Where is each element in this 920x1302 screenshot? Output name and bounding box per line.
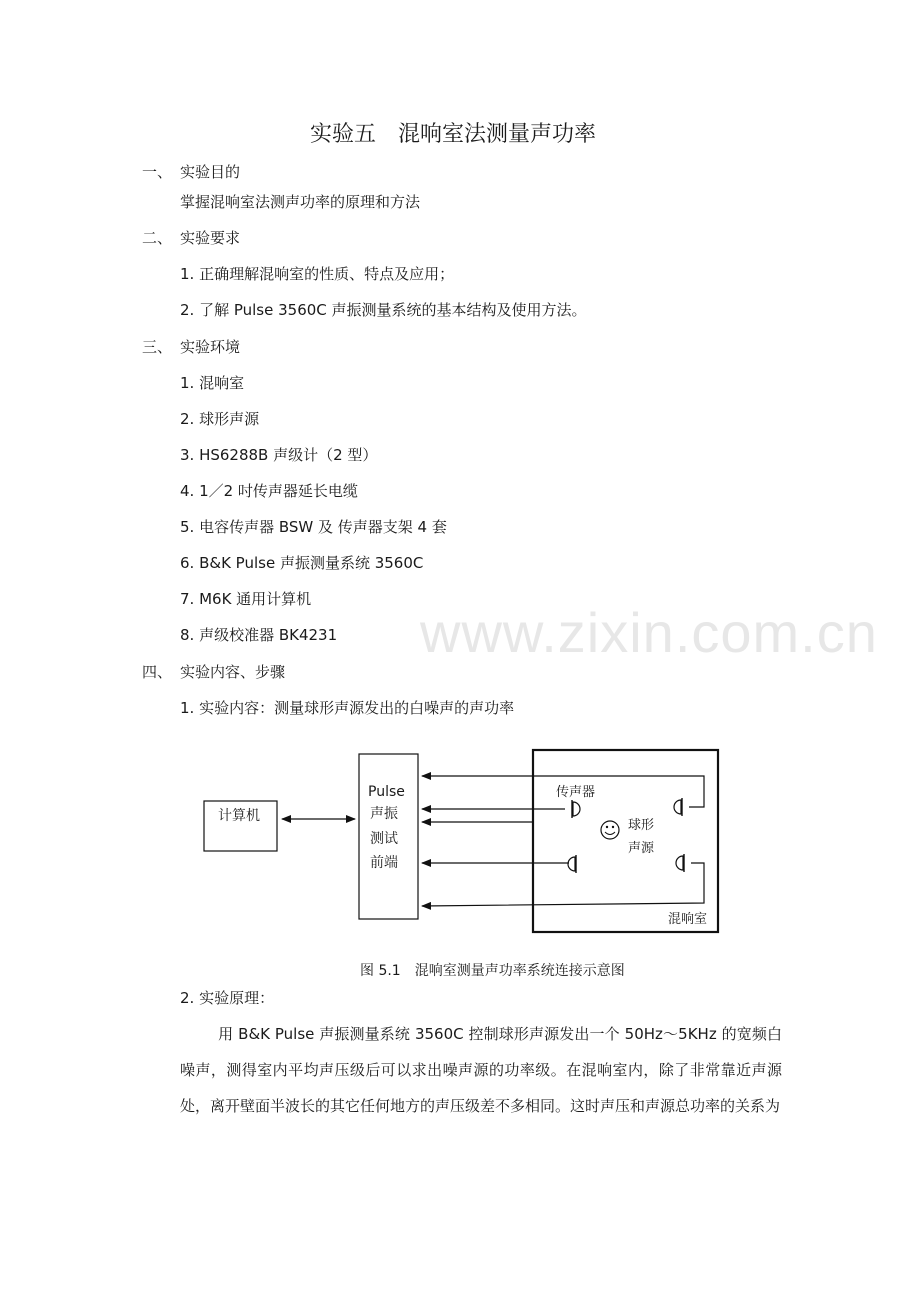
frontend-label-line-3: 测试 — [370, 831, 398, 847]
computer-label: 计算机 — [218, 808, 260, 824]
list-item: 6. B&K Pulse 声振测量系统 3560C — [180, 554, 424, 572]
section-1-heading: 实验目的 — [180, 163, 241, 181]
spherical-source-icon — [601, 821, 619, 839]
section-4-number: 四、 — [142, 663, 173, 681]
microphone-icon — [674, 798, 682, 816]
microphone-icon — [676, 854, 684, 872]
list-item: 1. 正确理解混响室的性质、特点及应用； — [180, 265, 455, 283]
list-item: 1. 实验内容：测量球形声源发出的白噪声的声功率 — [180, 699, 515, 717]
list-item: 5. 电容传声器 BSW 及 传声器支架 4 套 — [180, 518, 447, 536]
section-4-heading: 实验内容、步骤 — [180, 663, 286, 681]
list-item: 1. 混响室 — [180, 374, 245, 392]
list-item: 2. 了解 Pulse 3560C 声振测量系统的基本结构及使用方法。 — [180, 301, 587, 319]
watermark: www.zixin.com.cn — [420, 601, 878, 664]
section-1-body: 掌握混响室法测声功率的原理和方法 — [180, 193, 421, 211]
room-label: 混响室 — [668, 912, 708, 927]
frontend-label-line-1: Pulse — [368, 784, 405, 800]
microphone-label: 传声器 — [556, 785, 596, 800]
source-label-line-2: 声源 — [628, 841, 655, 856]
section-3-number: 三、 — [142, 338, 173, 356]
microphone-icon — [572, 800, 580, 818]
page-title: 实验五 混响室法测量声功率 — [310, 122, 597, 147]
list-item: 3. HS6288B 声级计（2 型） — [180, 446, 378, 464]
frontend-label-line-2: 声振 — [370, 806, 398, 822]
list-item: 8. 声级校准器 BK4231 — [180, 626, 338, 644]
list-item: 2. 球形声源 — [180, 410, 260, 428]
section-2-heading: 实验要求 — [180, 229, 241, 247]
frontend-label-line-4: 前端 — [370, 855, 398, 871]
list-item: 2. 实验原理： — [180, 989, 275, 1007]
figure-caption: 图 5.1 混响室测量声功率系统连接示意图 — [360, 963, 625, 979]
section-1-number: 一、 — [142, 163, 173, 181]
list-item: 4. 1／2 吋传声器延长电缆 — [180, 482, 358, 500]
list-item: 7. M6K 通用计算机 — [180, 590, 312, 608]
section-3-heading: 实验环境 — [180, 338, 241, 356]
source-label-line-1: 球形 — [628, 818, 655, 833]
principle-paragraph — [180, 1016, 782, 1124]
section-2-number: 二、 — [142, 229, 173, 247]
principle-text: 用 B&K Pulse 声振测量系统 3560C 控制球形声源发出一个 50Hz～5KHz 的宽频白噪声，测得室内平均声压级后可以求出噪声源的功率级。在混响室内，除了非常靠近声源处，离开壁面半波长的其它任何地方的声压级差不多相同。这时声压和声源总功率的关系为 — [180, 1025, 782, 1115]
cable-line — [422, 863, 704, 906]
microphone-icon — [568, 855, 576, 873]
